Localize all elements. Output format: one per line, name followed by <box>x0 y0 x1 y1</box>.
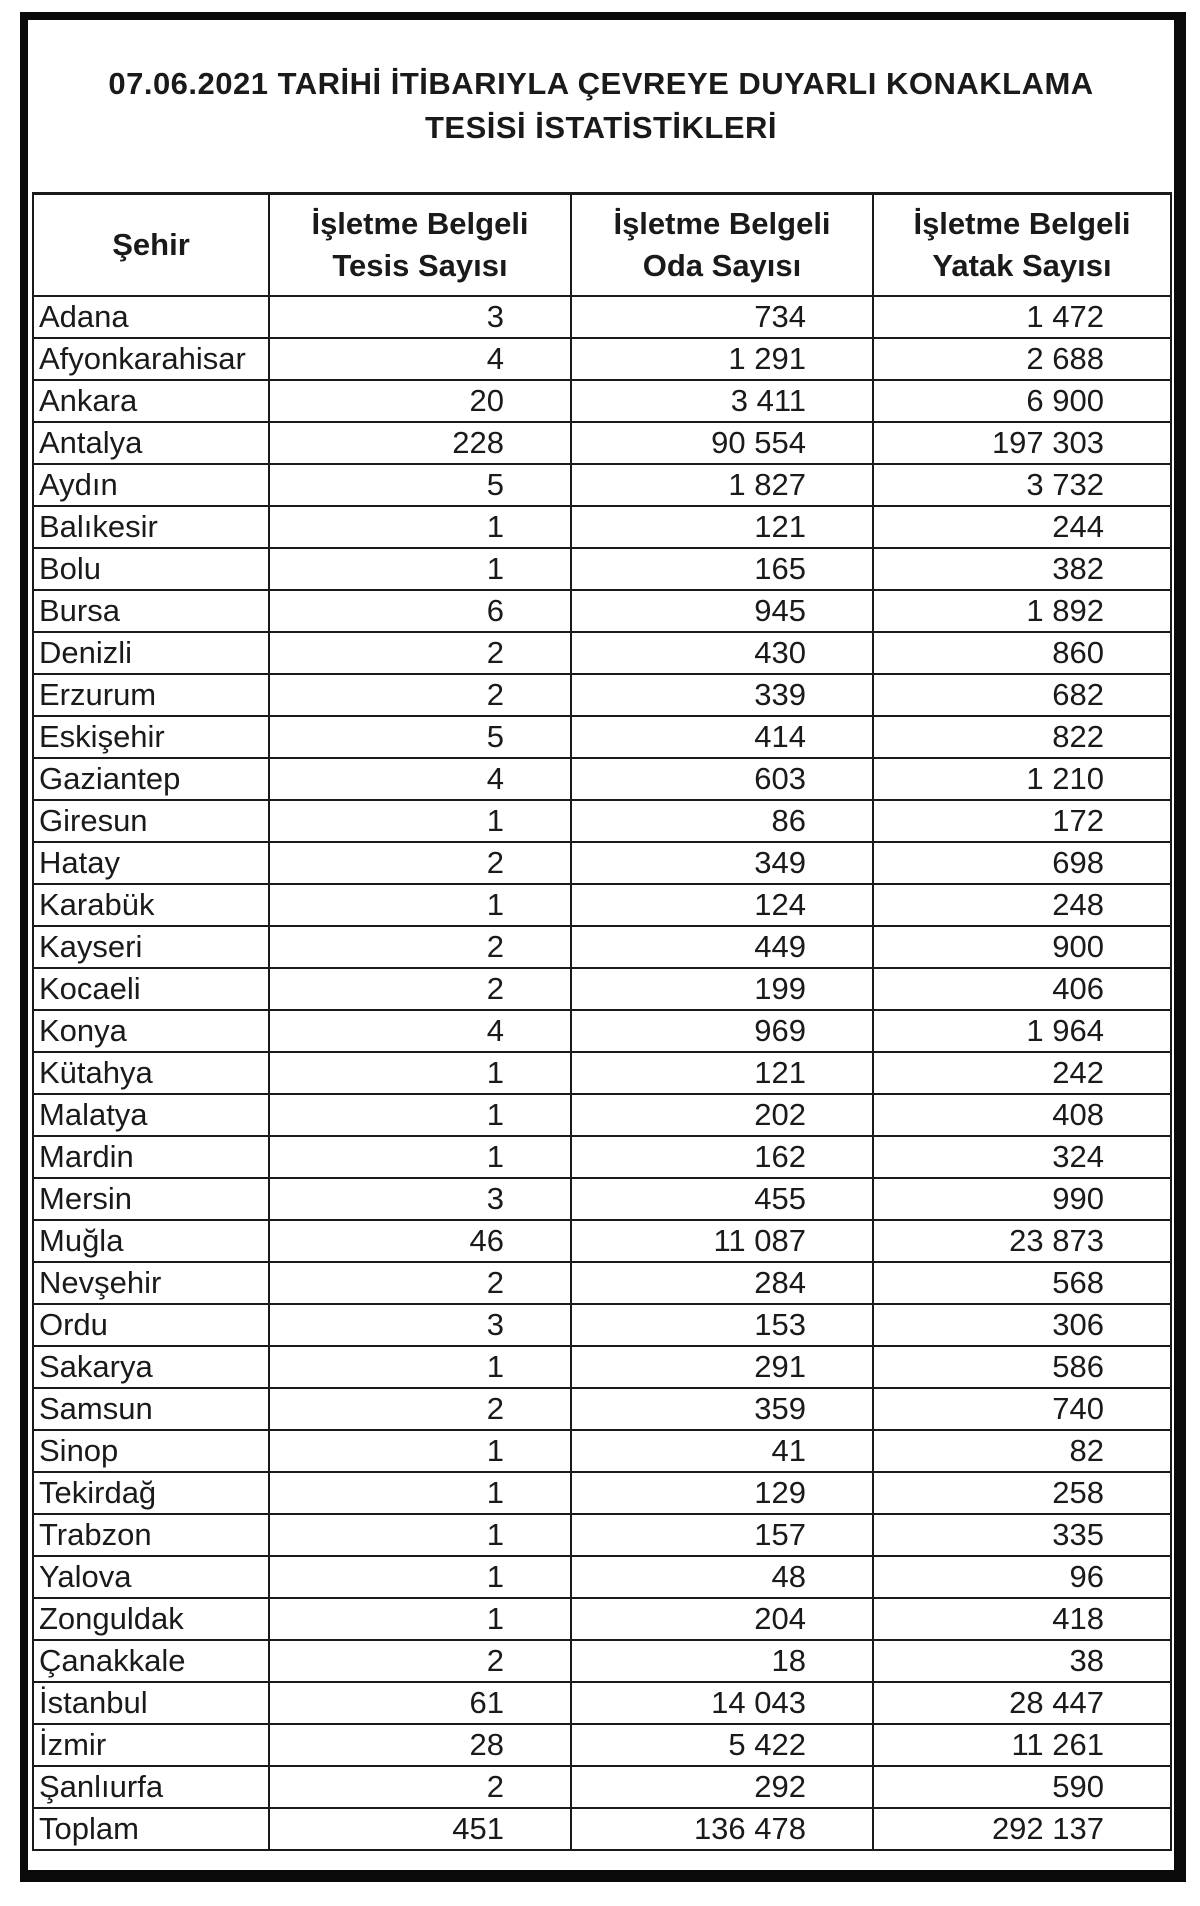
facility-count-cell: 1 <box>269 548 571 590</box>
facility-count-cell: 2 <box>269 1388 571 1430</box>
room-count-cell: 292 <box>571 1766 873 1808</box>
table-row <box>33 800 1171 842</box>
facility-count-cell: 1 <box>269 800 571 842</box>
facility-count-cell: 1 <box>269 1052 571 1094</box>
facility-count-cell: 1 <box>269 1346 571 1388</box>
bed-count-cell: 242 <box>873 1052 1171 1094</box>
facility-count-cell: 2 <box>269 968 571 1010</box>
table-row <box>33 632 1171 674</box>
city-cell: Antalya <box>33 422 269 464</box>
facility-count-cell: 28 <box>269 1724 571 1766</box>
facility-count-cell: 6 <box>269 590 571 632</box>
room-count-cell: 414 <box>571 716 873 758</box>
statistics-table <box>32 192 1172 1851</box>
bed-count-cell: 408 <box>873 1094 1171 1136</box>
facility-count-cell: 451 <box>269 1808 571 1850</box>
room-count-cell: 945 <box>571 590 873 632</box>
bed-count-cell: 292 137 <box>873 1808 1171 1850</box>
city-cell: Malatya <box>33 1094 269 1136</box>
table-row <box>33 1220 1171 1262</box>
facility-count-cell: 5 <box>269 464 571 506</box>
table-row <box>33 968 1171 1010</box>
facility-count-cell: 61 <box>269 1682 571 1724</box>
room-count-cell: 14 043 <box>571 1682 873 1724</box>
table-row <box>33 1430 1171 1472</box>
bed-count-cell: 172 <box>873 800 1171 842</box>
room-count-cell: 349 <box>571 842 873 884</box>
city-cell: Ordu <box>33 1304 269 1346</box>
city-cell: Sinop <box>33 1430 269 1472</box>
bed-count-cell: 590 <box>873 1766 1171 1808</box>
table-row <box>33 1346 1171 1388</box>
bed-count-cell: 586 <box>873 1346 1171 1388</box>
room-count-cell: 121 <box>571 1052 873 1094</box>
title-line-1: 07.06.2021 TARİHİ İTİBARIYLA ÇEVREYE DUYARLI KONAKLAMA <box>108 66 1094 101</box>
table-row <box>33 464 1171 506</box>
city-cell: Balıkesir <box>33 506 269 548</box>
room-count-cell: 5 422 <box>571 1724 873 1766</box>
bed-count-cell: 1 892 <box>873 590 1171 632</box>
bed-count-cell: 406 <box>873 968 1171 1010</box>
facility-count-cell: 1 <box>269 1430 571 1472</box>
facility-count-cell: 1 <box>269 1472 571 1514</box>
facility-count-cell: 1 <box>269 1556 571 1598</box>
room-count-cell: 1 827 <box>571 464 873 506</box>
document-frame <box>20 12 1186 1882</box>
table-row <box>33 1388 1171 1430</box>
bed-count-cell: 682 <box>873 674 1171 716</box>
table-row <box>33 1262 1171 1304</box>
city-cell: Erzurum <box>33 674 269 716</box>
table-row <box>33 926 1171 968</box>
bed-count-cell: 860 <box>873 632 1171 674</box>
city-cell: Şanlıurfa <box>33 1766 269 1808</box>
bed-count-cell: 82 <box>873 1430 1171 1472</box>
city-cell: Çanakkale <box>33 1640 269 1682</box>
table-row <box>33 1304 1171 1346</box>
city-cell: Adana <box>33 296 269 338</box>
room-count-cell: 969 <box>571 1010 873 1052</box>
facility-count-cell: 1 <box>269 884 571 926</box>
bed-count-cell: 418 <box>873 1598 1171 1640</box>
document-title <box>32 20 1170 192</box>
city-cell: Karabük <box>33 884 269 926</box>
title-line-2: TESİSİ İSTATİSTİKLERİ <box>424 110 778 145</box>
table-row <box>33 1514 1171 1556</box>
facility-count-cell: 46 <box>269 1220 571 1262</box>
table-row <box>33 506 1171 548</box>
header-bed-count <box>873 194 1171 297</box>
bed-count-cell: 822 <box>873 716 1171 758</box>
bed-count-cell: 11 261 <box>873 1724 1171 1766</box>
city-cell: İzmir <box>33 1724 269 1766</box>
facility-count-cell: 2 <box>269 926 571 968</box>
table-row <box>33 1640 1171 1682</box>
room-count-cell: 1 291 <box>571 338 873 380</box>
header-room-count <box>571 194 873 297</box>
city-cell: Toplam <box>33 1808 269 1850</box>
bed-count-cell: 258 <box>873 1472 1171 1514</box>
bed-count-cell: 324 <box>873 1136 1171 1178</box>
bed-count-cell: 28 447 <box>873 1682 1171 1724</box>
table-row <box>33 1598 1171 1640</box>
city-cell: Bursa <box>33 590 269 632</box>
city-cell: Tekirdağ <box>33 1472 269 1514</box>
header-bed-count-line-1: İşletme Belgeli <box>913 206 1131 241</box>
city-cell: Sakarya <box>33 1346 269 1388</box>
room-count-cell: 359 <box>571 1388 873 1430</box>
table-row <box>33 674 1171 716</box>
facility-count-cell: 1 <box>269 1598 571 1640</box>
city-cell: Kütahya <box>33 1052 269 1094</box>
room-count-cell: 18 <box>571 1640 873 1682</box>
city-cell: Giresun <box>33 800 269 842</box>
city-cell: Denizli <box>33 632 269 674</box>
room-count-cell: 284 <box>571 1262 873 1304</box>
bed-count-cell: 2 688 <box>873 338 1171 380</box>
table-row <box>33 1682 1171 1724</box>
bed-count-cell: 740 <box>873 1388 1171 1430</box>
bed-count-cell: 900 <box>873 926 1171 968</box>
bed-count-cell: 698 <box>873 842 1171 884</box>
table-row <box>33 842 1171 884</box>
table-row <box>33 338 1171 380</box>
facility-count-cell: 2 <box>269 842 571 884</box>
table-row <box>33 1556 1171 1598</box>
room-count-cell: 157 <box>571 1514 873 1556</box>
city-cell: Bolu <box>33 548 269 590</box>
city-cell: Afyonkarahisar <box>33 338 269 380</box>
city-cell: Konya <box>33 1010 269 1052</box>
facility-count-cell: 2 <box>269 1766 571 1808</box>
facility-count-cell: 1 <box>269 1136 571 1178</box>
room-count-cell: 41 <box>571 1430 873 1472</box>
facility-count-cell: 3 <box>269 1304 571 1346</box>
room-count-cell: 136 478 <box>571 1808 873 1850</box>
room-count-cell: 603 <box>571 758 873 800</box>
room-count-cell: 129 <box>571 1472 873 1514</box>
room-count-cell: 90 554 <box>571 422 873 464</box>
room-count-cell: 153 <box>571 1304 873 1346</box>
room-count-cell: 11 087 <box>571 1220 873 1262</box>
facility-count-cell: 3 <box>269 296 571 338</box>
city-cell: Aydın <box>33 464 269 506</box>
table-row <box>33 1472 1171 1514</box>
facility-count-cell: 1 <box>269 1514 571 1556</box>
room-count-cell: 339 <box>571 674 873 716</box>
header-bed-count-line-2: Yatak Sayısı <box>932 248 1112 283</box>
table-row <box>33 1766 1171 1808</box>
facility-count-cell: 2 <box>269 1262 571 1304</box>
city-cell: Eskişehir <box>33 716 269 758</box>
bed-count-cell: 96 <box>873 1556 1171 1598</box>
city-cell: Mersin <box>33 1178 269 1220</box>
table-row <box>33 1094 1171 1136</box>
room-count-cell: 121 <box>571 506 873 548</box>
city-cell: Samsun <box>33 1388 269 1430</box>
facility-count-cell: 1 <box>269 506 571 548</box>
table-row <box>33 1136 1171 1178</box>
table-row <box>33 380 1171 422</box>
room-count-cell: 449 <box>571 926 873 968</box>
room-count-cell: 48 <box>571 1556 873 1598</box>
bed-count-cell: 568 <box>873 1262 1171 1304</box>
room-count-cell: 3 411 <box>571 380 873 422</box>
table-row <box>33 590 1171 632</box>
header-facility-count-line-1: İşletme Belgeli <box>311 206 529 241</box>
bed-count-cell: 38 <box>873 1640 1171 1682</box>
table-row <box>33 716 1171 758</box>
header-row <box>33 194 1171 297</box>
total-row <box>33 1808 1171 1850</box>
bed-count-cell: 248 <box>873 884 1171 926</box>
city-cell: Zonguldak <box>33 1598 269 1640</box>
table-row <box>33 758 1171 800</box>
bed-count-cell: 3 732 <box>873 464 1171 506</box>
city-cell: İstanbul <box>33 1682 269 1724</box>
facility-count-cell: 4 <box>269 1010 571 1052</box>
header-room-count-line-1: İşletme Belgeli <box>613 206 831 241</box>
table-row <box>33 1724 1171 1766</box>
city-cell: Yalova <box>33 1556 269 1598</box>
city-cell: Gaziantep <box>33 758 269 800</box>
bed-count-cell: 244 <box>873 506 1171 548</box>
room-count-cell: 124 <box>571 884 873 926</box>
room-count-cell: 199 <box>571 968 873 1010</box>
header-facility-count-line-2: Tesis Sayısı <box>332 248 508 283</box>
table-row <box>33 884 1171 926</box>
room-count-cell: 455 <box>571 1178 873 1220</box>
table-row <box>33 1178 1171 1220</box>
bed-count-cell: 990 <box>873 1178 1171 1220</box>
city-cell: Hatay <box>33 842 269 884</box>
header-city-label: Şehir <box>112 227 190 262</box>
room-count-cell: 204 <box>571 1598 873 1640</box>
table-row <box>33 1010 1171 1052</box>
room-count-cell: 291 <box>571 1346 873 1388</box>
bed-count-cell: 1 964 <box>873 1010 1171 1052</box>
facility-count-cell: 4 <box>269 338 571 380</box>
room-count-cell: 165 <box>571 548 873 590</box>
bed-count-cell: 1 472 <box>873 296 1171 338</box>
bed-count-cell: 335 <box>873 1514 1171 1556</box>
facility-count-cell: 1 <box>269 1094 571 1136</box>
facility-count-cell: 5 <box>269 716 571 758</box>
bed-count-cell: 23 873 <box>873 1220 1171 1262</box>
room-count-cell: 162 <box>571 1136 873 1178</box>
bed-count-cell: 6 900 <box>873 380 1171 422</box>
bed-count-cell: 382 <box>873 548 1171 590</box>
facility-count-cell: 4 <box>269 758 571 800</box>
header-facility-count <box>269 194 571 297</box>
facility-count-cell: 2 <box>269 632 571 674</box>
facility-count-cell: 2 <box>269 674 571 716</box>
header-city <box>33 194 269 297</box>
table-row <box>33 1052 1171 1094</box>
city-cell: Nevşehir <box>33 1262 269 1304</box>
facility-count-cell: 2 <box>269 1640 571 1682</box>
bed-count-cell: 306 <box>873 1304 1171 1346</box>
city-cell: Ankara <box>33 380 269 422</box>
bed-count-cell: 197 303 <box>873 422 1171 464</box>
table-row <box>33 548 1171 590</box>
facility-count-cell: 228 <box>269 422 571 464</box>
city-cell: Kocaeli <box>33 968 269 1010</box>
city-cell: Mardin <box>33 1136 269 1178</box>
city-cell: Muğla <box>33 1220 269 1262</box>
table-row <box>33 422 1171 464</box>
room-count-cell: 734 <box>571 296 873 338</box>
table-body <box>33 296 1171 1850</box>
room-count-cell: 86 <box>571 800 873 842</box>
facility-count-cell: 20 <box>269 380 571 422</box>
room-count-cell: 202 <box>571 1094 873 1136</box>
city-cell: Kayseri <box>33 926 269 968</box>
header-room-count-line-2: Oda Sayısı <box>642 248 802 283</box>
facility-count-cell: 3 <box>269 1178 571 1220</box>
room-count-cell: 430 <box>571 632 873 674</box>
city-cell: Trabzon <box>33 1514 269 1556</box>
table-row <box>33 296 1171 338</box>
bed-count-cell: 1 210 <box>873 758 1171 800</box>
